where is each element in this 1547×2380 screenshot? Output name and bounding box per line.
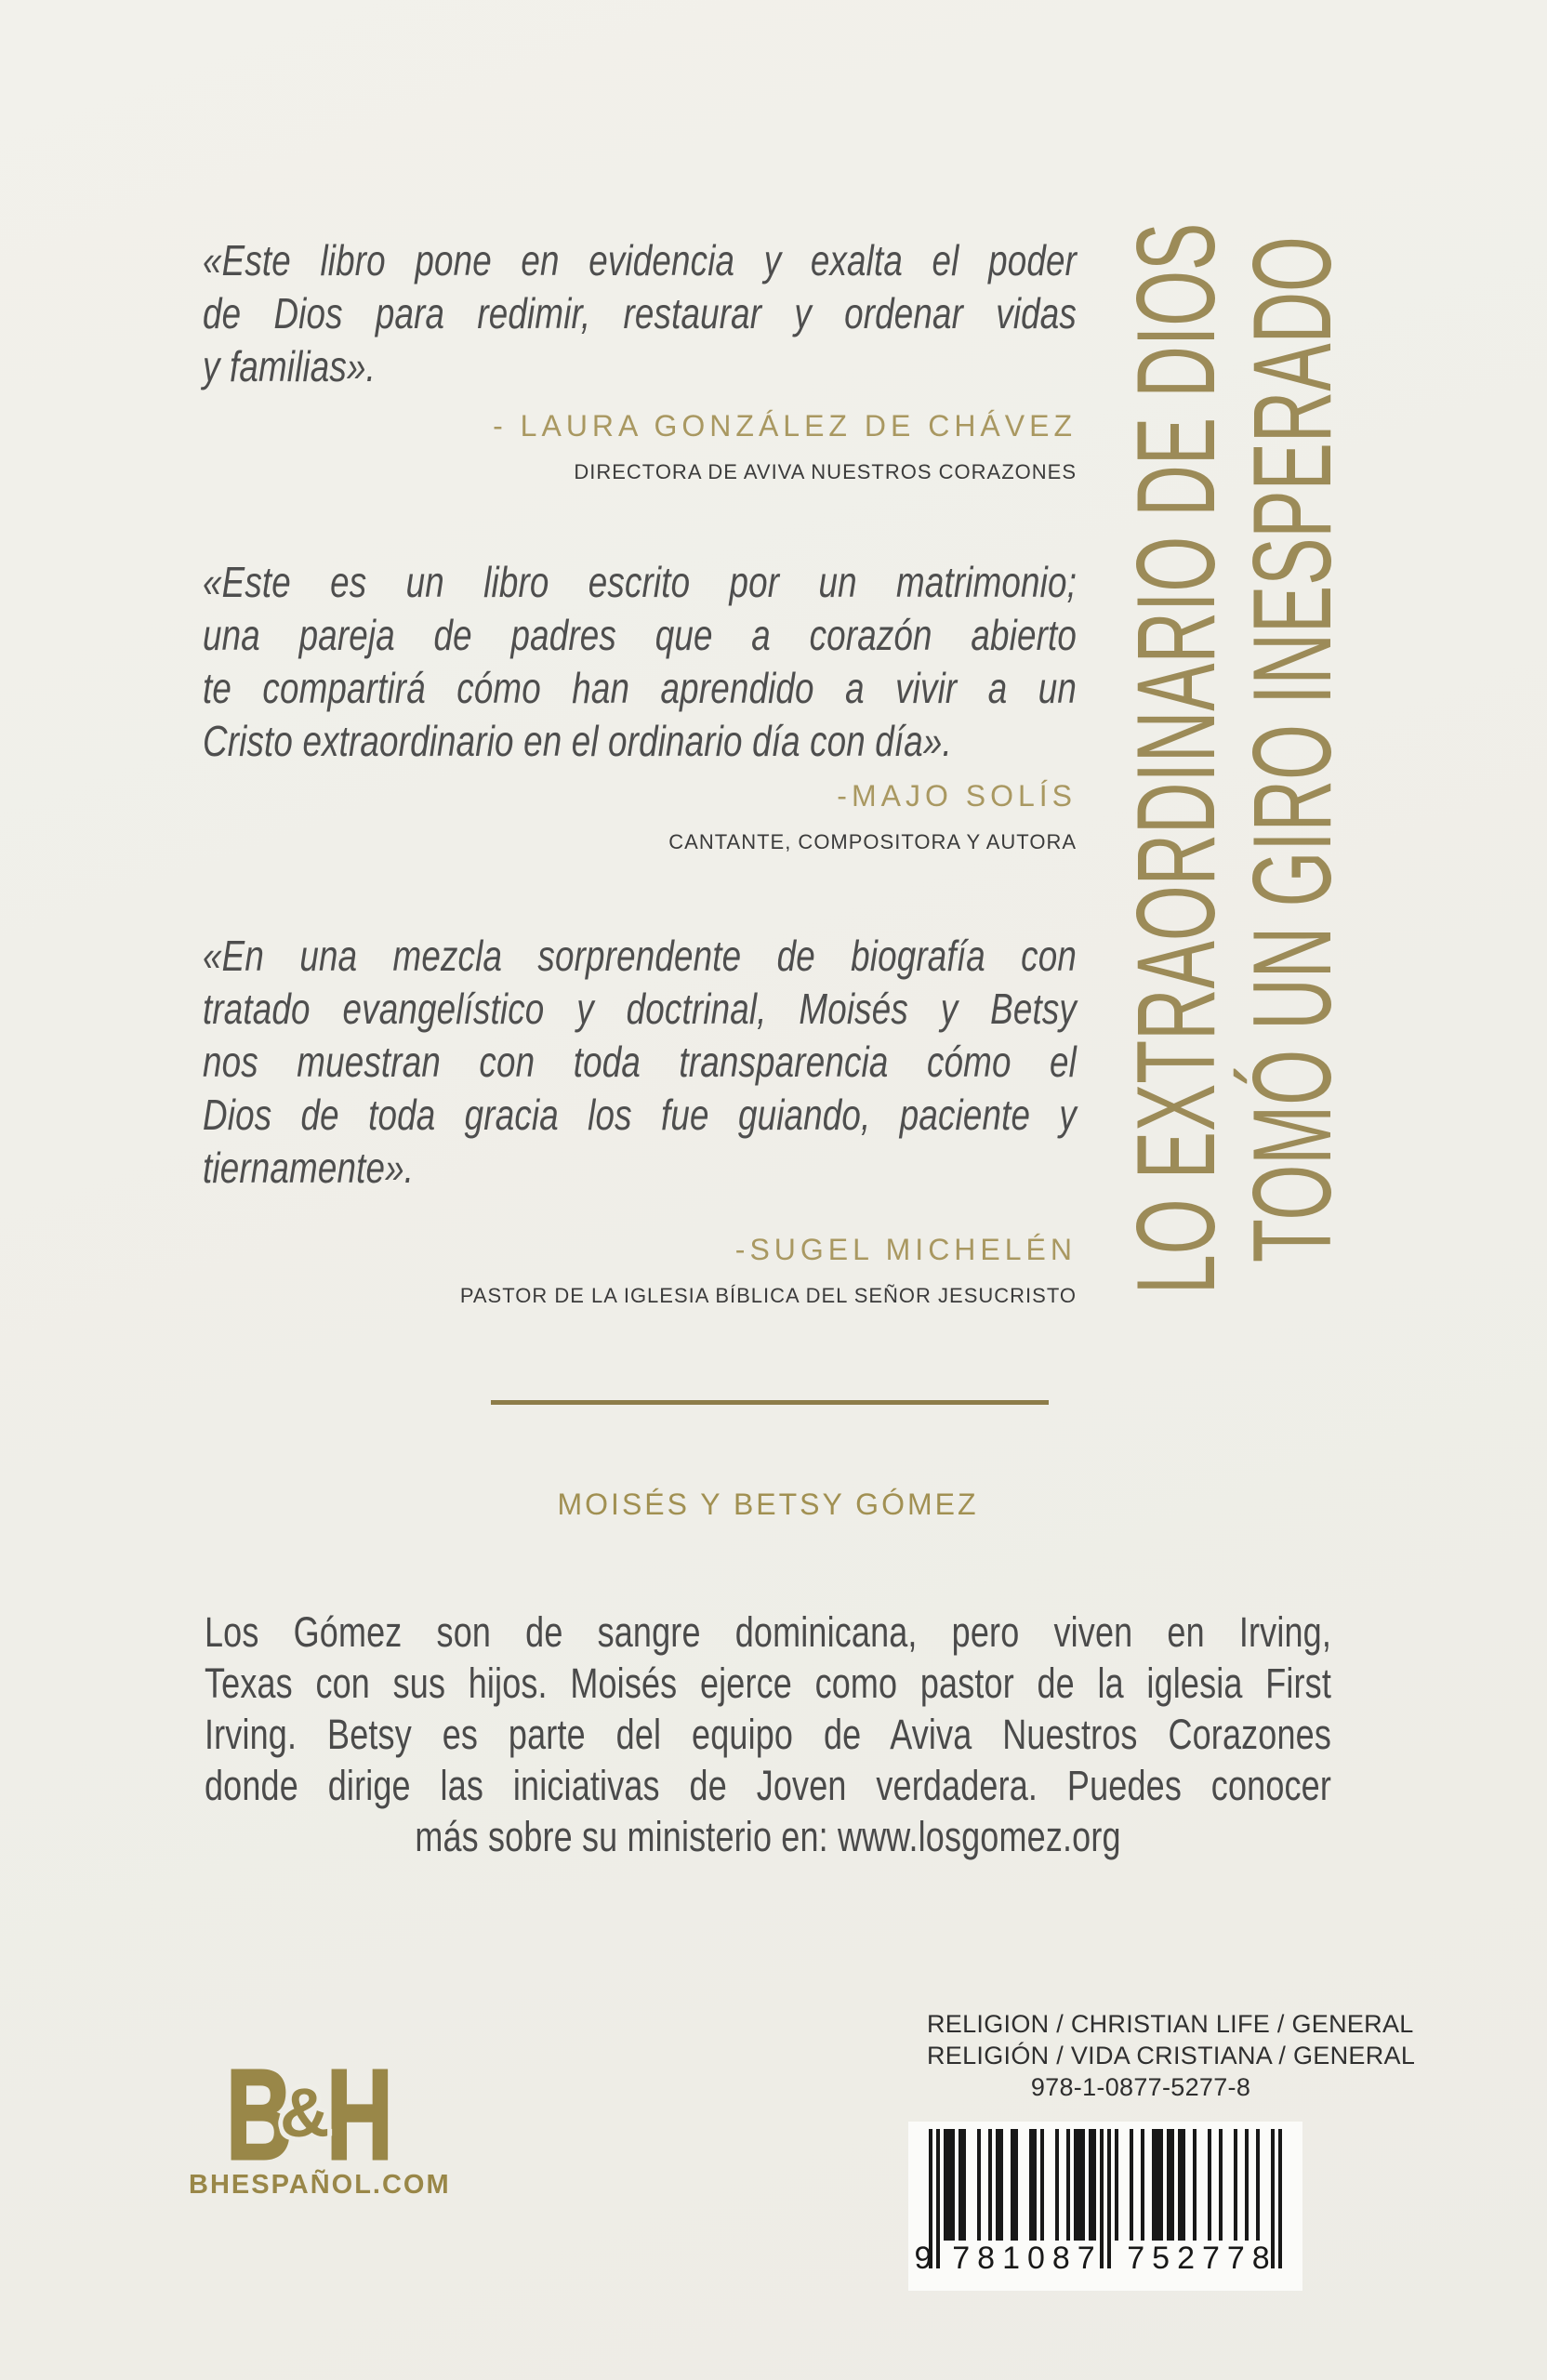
quote-line: Cristo extraordinario en el ordinario día con día».	[203, 717, 952, 765]
endorser-role: PASTOR DE LA IGLESIA BÍBLICA DEL SEÑOR JESUCRISTO	[459, 1284, 1077, 1307]
barcode-panel	[908, 2122, 1302, 2291]
logo-letter-b: B	[226, 2043, 293, 2187]
quote-line: «En una mezcla sorprendente de biografía con	[203, 932, 1077, 980]
quote-line: una pareja de padres que a corazón abierto	[203, 611, 1077, 659]
quote-line: tiernamente».	[203, 1144, 415, 1192]
quote-line: tratado evangelístico y doctrinal, Moisés y Betsy	[203, 985, 1077, 1033]
quote-line: Dios de toda gracia los fue guiando, paciente y	[203, 1091, 1077, 1139]
quote-line: te compartirá cómo han aprendido a vivir a un	[203, 664, 1077, 712]
category-english: RELIGION / CHRISTIAN LIFE / GENERAL	[927, 2010, 1414, 2038]
endorser-name: - LAURA GONZÁLEZ DE CHÁVEZ	[493, 409, 1077, 443]
ean-digit-group: 9	[914, 2241, 932, 2276]
vertical-title-line-2: TOMÓ UN GIRO INESPERADO	[1230, 236, 1355, 1263]
endorser-role: DIRECTORA DE AVIVA NUESTROS CORAZONES	[574, 460, 1077, 483]
bio-line: Texas con sus hijos. Moisés ejerce como pastor de la iglesia First	[205, 1659, 1331, 1707]
endorser-name: -MAJO SOLÍS	[837, 779, 1077, 813]
endorsement-quote-2	[203, 556, 1077, 768]
quote-line: nos muestran con toda transparencia cómo el	[203, 1038, 1077, 1086]
bio-line: más sobre su ministerio en: www.losgomez.org	[415, 1813, 1121, 1860]
quote-line: «Este es un libro escrito por un matrimonio;	[203, 558, 1077, 606]
author-bio	[205, 1606, 1331, 1862]
endorsement-attribution-3	[426, 1233, 1077, 1308]
endorsement-quote-1	[203, 234, 1077, 393]
endorser-role: CANTANTE, COMPOSITORA Y AUTORA	[668, 830, 1077, 853]
publisher-website: BHESPAÑOL.COM	[189, 2170, 451, 2200]
bio-line: Los Gómez son de sangre dominicana, pero viven en Irving,	[205, 1608, 1331, 1656]
vertical-title-line-1: LO EXTRAORDINARIO DE DIOS	[1114, 222, 1238, 1294]
endorsement-attribution-2	[426, 779, 1077, 854]
logo-ampersand: &	[280, 2074, 330, 2151]
quote-line: «Este libro pone en evidencia y exalta el poder	[203, 236, 1077, 284]
bio-line: Irving. Betsy es parte del equipo de Aviva Nuestros Corazones	[205, 1711, 1331, 1758]
category-block	[927, 2008, 1416, 2103]
endorsement-quote-3	[203, 930, 1077, 1195]
endorser-name: -SUGEL MICHELÉN	[734, 1233, 1077, 1266]
bio-line: donde dirige las iniciativas de Joven verdadera. Puedes conocer	[205, 1762, 1331, 1809]
quote-line: de Dios para redimir, restaurar y ordenar vidas	[203, 289, 1077, 337]
authors-heading: MOISÉS Y BETSY GÓMEZ	[557, 1488, 979, 1521]
gold-divider-rule	[491, 1400, 1049, 1405]
bh-publisher-logo	[226, 2043, 403, 2187]
endorsement-attribution-1	[426, 409, 1077, 484]
ean-digit-group: 752778	[1127, 2241, 1277, 2276]
isbn-number: 978-1-0877-5277-8	[1030, 2073, 1251, 2101]
quote-line: y familias».	[203, 342, 376, 390]
category-spanish: RELIGIÓN / VIDA CRISTIANA / GENERAL	[927, 2042, 1416, 2069]
ean-digit-group: 781087	[952, 2241, 1103, 2276]
logo-letter-h: H	[326, 2043, 393, 2187]
